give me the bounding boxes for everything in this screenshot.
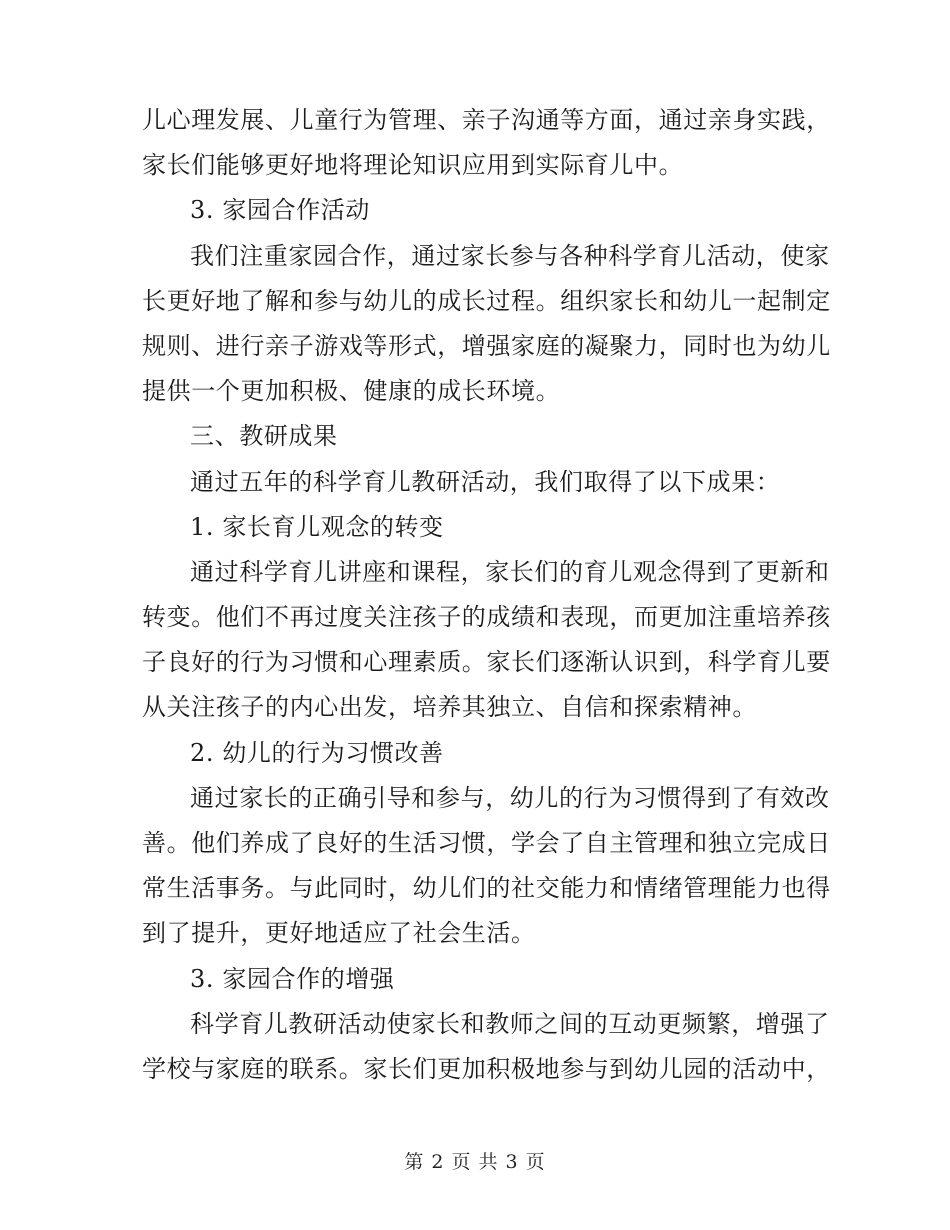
text-line: 家长们能够更好地将理论知识应用到实际育儿中。 [142,151,684,180]
text-line: 通过科学育儿讲座和课程，家长们的育儿观念得到了更新和 [190,557,830,586]
text-line: 从关注孩子的内心出发，培养其独立、自信和探索精神。 [142,693,757,722]
text-line: 学校与家庭的联系。家长们更加积极地参与到幼儿园的活动中， [142,1054,831,1083]
text-line: 科学育儿教研活动使家长和教师之间的互动更频繁，增强了 [190,1009,830,1038]
text-line: 规则、进行亲子游戏等形式，增强家庭的凝聚力，同时也为幼儿 [142,331,831,360]
text-line: 到了提升，更好地适应了社会生活。 [142,919,536,948]
text-line: 3. 家园合作的增强 [190,964,395,993]
text-line: 善。他们养成了良好的生活习惯，学会了自主管理和独立完成日 [142,829,831,857]
text-line: 1. 家长育儿观念的转变 [190,512,444,541]
text-line: 通过五年的科学育儿教研活动，我们取得了以下成果： [190,467,781,496]
text-line: 通过家长的正确引导和参与，幼儿的行为习惯得到了有效改 [190,783,830,812]
text-line: 3. 家园合作活动 [190,196,370,225]
document-body [142,98,831,1092]
text-line: 三、教研成果 [190,422,338,451]
text-line: 2. 幼儿的行为习惯改善 [190,738,444,767]
text-line: 长更好地了解和参与幼儿的成长过程。组织家长和幼儿一起制定 [142,286,831,315]
text-line: 提供一个更加积极、健康的成长环境。 [142,377,561,406]
text-line: 子良好的行为习惯和心理素质。家长们逐渐认识到，科学育儿要 [142,648,831,677]
text-line: 转变。他们不再过度关注孩子的成绩和表现，而更加注重培养孩 [142,603,831,632]
text-line: 我们注重家园合作，通过家长参与各种科学育儿活动，使家 [190,241,830,270]
page-footer: 第 2 页 共 3 页 [404,1151,546,1173]
text-line: 儿心理发展、儿童行为管理、亲子沟通等方面，通过亲身实践， [142,106,831,134]
text-line: 常生活事务。与此同时，幼儿们的社交能力和情绪管理能力也得 [142,874,831,903]
